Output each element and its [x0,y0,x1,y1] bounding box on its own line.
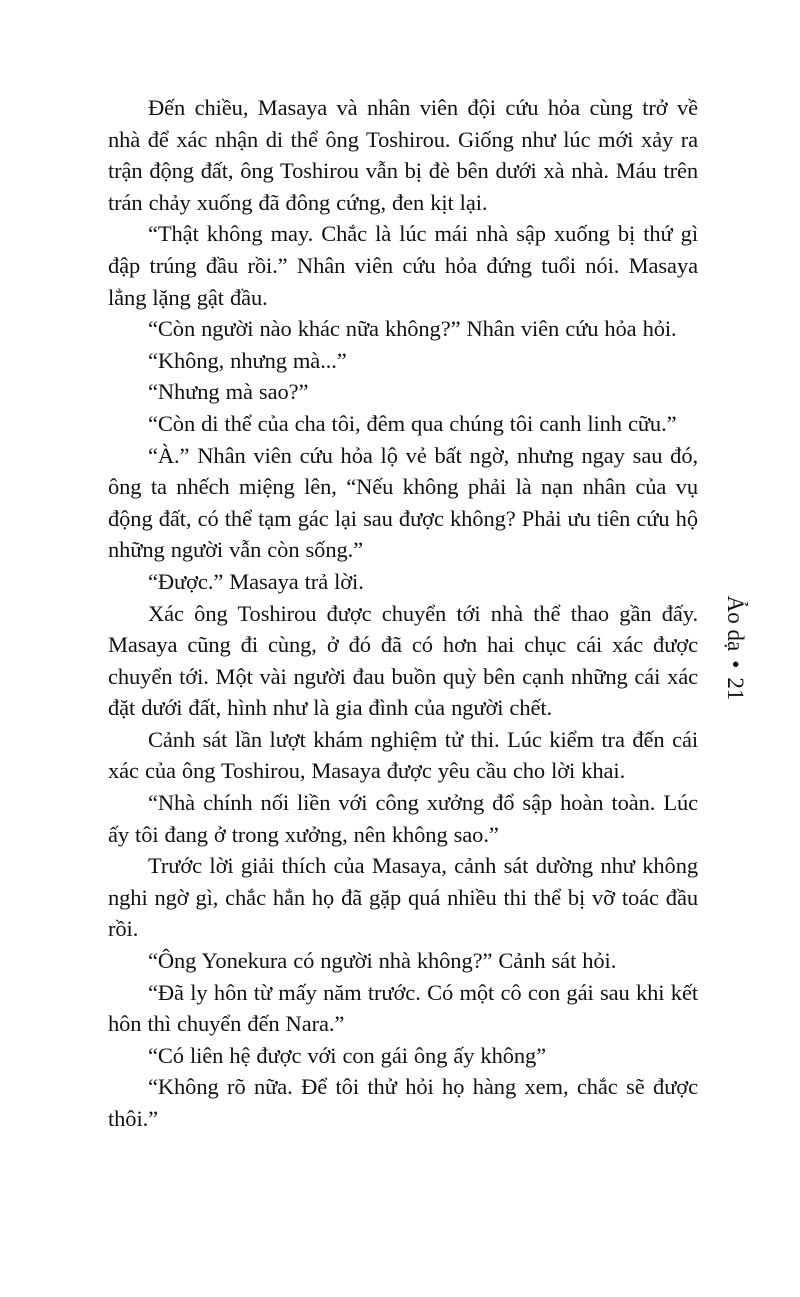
paragraph-8: “Được.” Masaya trả lời. [148,568,364,594]
running-head [718,573,752,723]
paragraph-4: “Không, nhưng mà...” [148,347,347,373]
paragraph-15: “Có liên hệ được với con gái ông ấy không” [148,1042,547,1068]
book-title: Ảo dạ [723,595,748,652]
paragraph-10: Cảnh sát lần lượt khám nghiệm tử thi. Lúc kiểm tra đến cái xác của ông Toshirou, Masaya được yêu cầu cho lời khai. [108,726,698,784]
paragraph-16: “Không rõ nữa. Để tôi thử hỏi họ hàng xem, chắc sẽ được thôi.” [108,1074,698,1131]
page-number: 21 [723,677,748,701]
paragraph-6: “Còn di thể của cha tôi, đêm qua chúng tôi canh linh cữu.” [148,410,677,436]
paragraph-7: “À.” Nhân viên cứu hỏa lộ vẻ bất ngờ, nhưng ngay sau đó, ông ta nhếch miệng lên, “Nếu không phải là nạn nhân của vụ động đất, có thể tạm gác lại sau được không? Phải ưu tiên cứu hộ những người vẫn còn sống.” [108,442,698,563]
paragraph-13: “Ông Yonekura có người nhà không?” Cảnh sát hỏi. [148,948,617,974]
paragraph-3: “Còn người nào khác nữa không?” Nhân viên cứu hỏa hỏi. [148,316,677,342]
paragraph-2: “Thật không may. Chắc là lúc mái nhà sập xuống bị thứ gì đập trúng đầu rồi.” Nhân viên cứu hỏa đứng tuổi nói. Masaya lẳng lặng gật đầu. [108,221,698,310]
page-body [108,92,698,1135]
paragraph-9: Xác ông Toshirou được chuyển tới nhà thể thao gần đấy. Masaya cũng đi cùng, ở đó đã có hơn hai chục cái xác được chuyển tới. Một vài người đau buồn quỳ bên cạnh những cái xác đặt dưới đất, hình như là gia đình của người chết. [108,600,698,721]
paragraph-12: Trước lời giải thích của Masaya, cảnh sát dường như không nghi ngờ gì, chắc hẳn họ đã gặp quá nhiều thi thể bị vỡ toác đầu rồi. [108,853,698,942]
paragraph-14: “Đã ly hôn từ mấy năm trước. Có một cô con gái sau khi kết hôn thì chuyển đến Nara.” [108,979,698,1037]
paragraph-11: “Nhà chính nối liền với công xưởng đổ sập hoàn toàn. Lúc ấy tôi đang ở trong xưởng, nên không sao.” [108,790,698,847]
paragraph-5: “Nhưng mà sao?” [148,379,309,405]
separator-bullet: • [723,660,748,669]
paragraph-1: Đến chiều, Masaya và nhân viên đội cứu hỏa cùng trở về nhà để xác nhận di thể ông Toshirou. Giống như lúc mới xảy ra trận động đất, ông Toshirou vẫn bị đè bên dưới xà nhà. Máu trên trán chảy xuống đã đông cứng, đen kịt lại. [108,95,698,215]
